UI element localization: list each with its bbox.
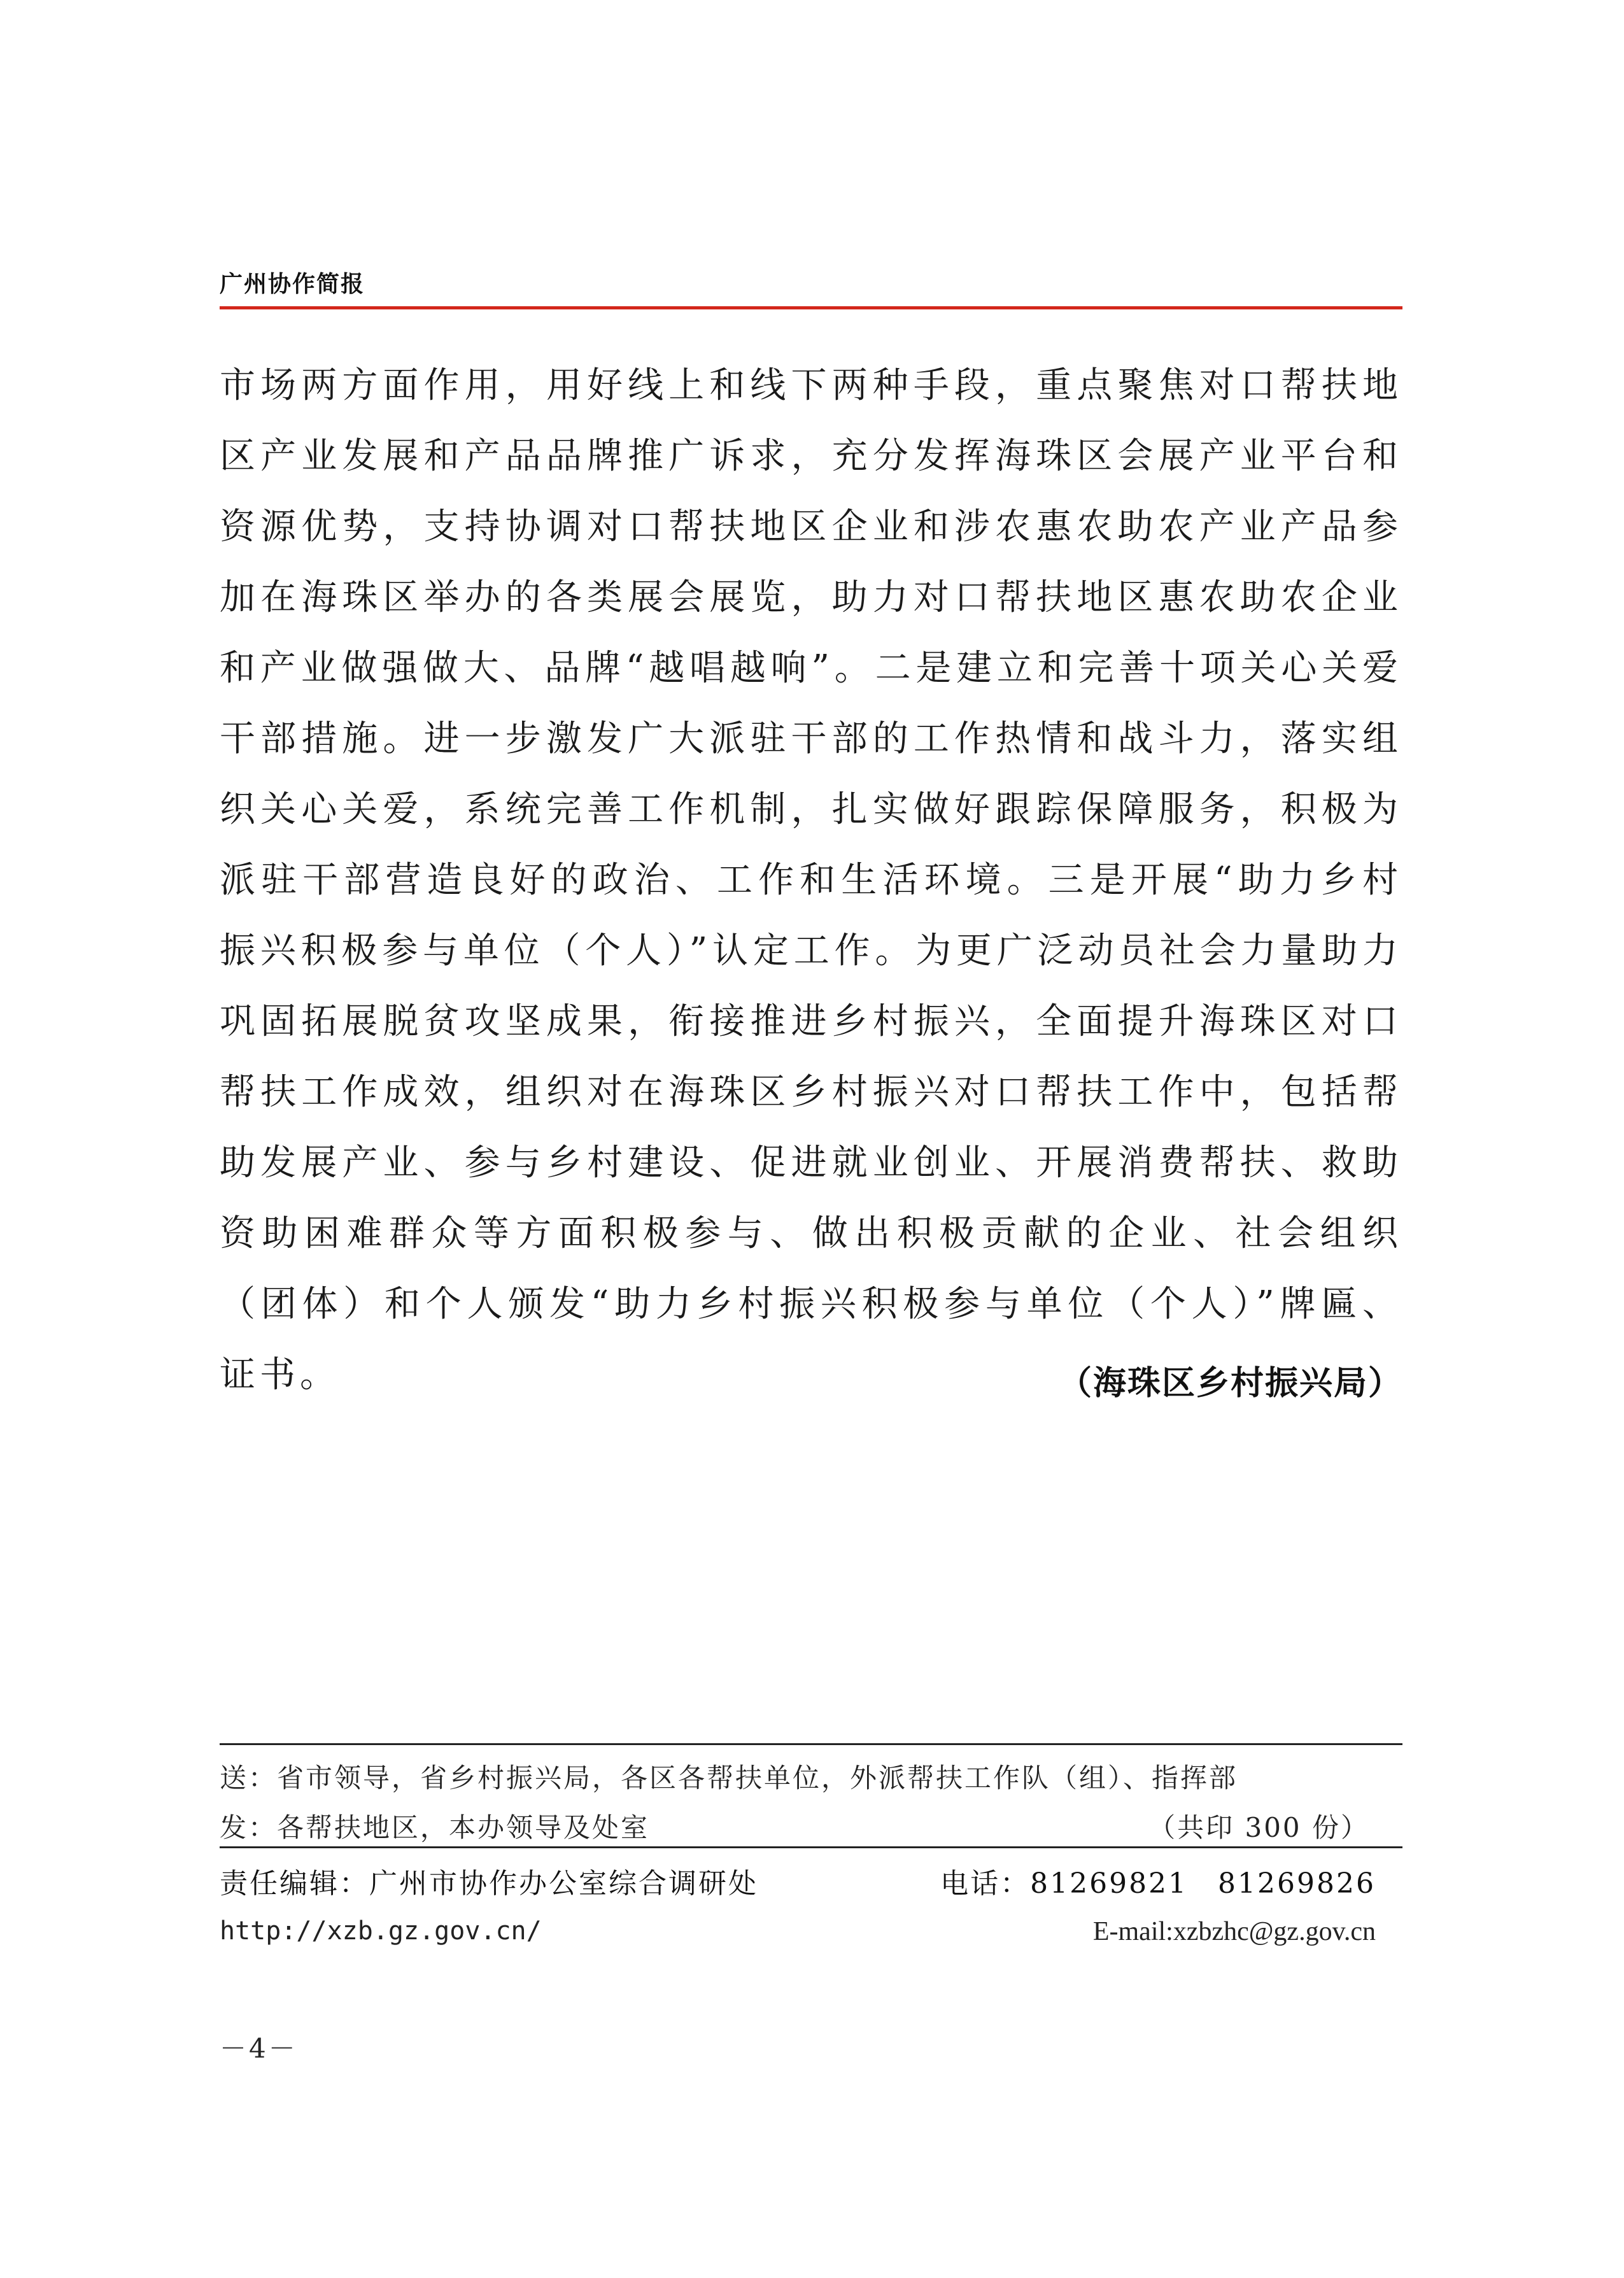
responsible-editor: 责任编辑：广州市协作办公室综合调研处 — [220, 1867, 758, 1900]
newsletter-title: 广州协作简报 — [220, 271, 365, 297]
email-address[interactable]: E-mail:xzbzhc@gz.gov.cn — [1092, 1917, 1376, 1946]
website-link[interactable]: http://xzb.gz.gov.cn/ — [220, 1916, 542, 1946]
article-body: 市场两方面作用，用好线上和线下两种手段，重点聚焦对口帮扶地区产业发展和产品品牌推广诉求，充分发挥海珠区会展产业平台和资源优势，支持协调对口帮扶地区企业和涉农惠农助农产业产品参加在海珠区举办的各类展会展览，助力对口帮扶地区惠农助农企业和产业做强做大、品牌“越唱越响”。二是建立和完善十项关心关爱干部措施。进一步激发广大派驻干部的工作热情和战斗力，落实组织关心关爱，系统完善工作机制，扎实做好跟踪保障服务，积极为派驻干部营造良好的政治、工作和生活环境。三是开展“助力乡村振兴积极参与单位（个人）”认定工作。为更广泛动员社会力量助力巩固拓展脱贫攻坚成果，衔接推进乡村振兴，全面提升海珠区对口帮扶工作成效，组织对在海珠区乡村振兴对口帮扶工作中，包括帮助发展产业、参与乡村建设、促进就业创业、开展消费帮扶、救助资助困难群众等方面积极参与、做出积极贡献的企业、社会组织（团体）和个人颁发“助力乡村振兴积极参与单位（个人）”牌匾、证书。 — [220, 365, 1402, 1396]
page-number: －4－ — [220, 2033, 298, 2064]
footer-top-rule — [220, 1743, 1402, 1745]
article-source: （海珠区乡村振兴局） — [1058, 1364, 1402, 1403]
print-count: （共印 300 份） — [1148, 1812, 1369, 1843]
distribution-line-1: 送：省市领导，省乡村振兴局，各区各帮扶单位，外派帮扶工作队（组）、指挥部 — [220, 1762, 1238, 1793]
header-red-rule — [220, 306, 1402, 309]
distribution-line-2: 发：各帮扶地区，本办领导及处室 — [220, 1812, 650, 1843]
phone-numbers: 电话：81269821 81269826 — [940, 1867, 1376, 1900]
footer-middle-rule — [220, 1846, 1402, 1848]
